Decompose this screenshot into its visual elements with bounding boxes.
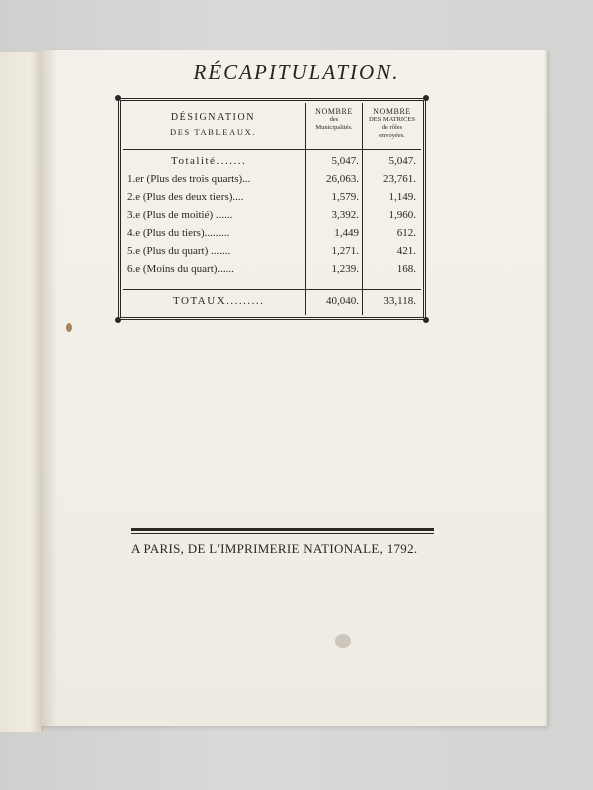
table-corner-ornament [115,95,121,101]
totals-divider [123,289,421,290]
header-col2-line2: DES MATRICES [368,116,416,123]
header-designation-line2: DES TABLEAUX. [169,127,257,137]
row-municipalites: 5,047. [331,155,359,167]
table-row [123,209,421,226]
table-row [123,263,421,280]
imprint-line: A PARIS, DE L'IMPRIMERIE NATIONALE, 1792. [131,541,418,556]
table-row [123,227,421,244]
table-corner-ornament [423,317,429,323]
header-col1-line1: NOMBRE [315,107,353,116]
header-designation-line1: DÉSIGNATION [170,112,256,123]
row-municipalites: 1,271. [331,245,359,257]
header-designation [123,111,303,139]
table-row [123,173,421,190]
header-col1-line2: des [329,116,339,123]
header-municipalites [306,107,362,132]
totals-row [123,295,421,312]
totals-matrices: 33,118. [383,295,416,307]
paper-stain [66,323,72,332]
row-municipalites: 1,239. [331,263,359,275]
imprint-rule-thin [131,533,434,534]
row-label: 6.e (Moins du quart)...... [127,263,234,275]
recap-table [123,103,421,315]
row-municipalites: 26,063. [326,173,359,185]
row-matrices: 1,960. [388,209,416,221]
row-label: 5.e (Plus du quart) ....... [127,245,231,257]
row-municipalites: 3,392. [331,209,359,221]
header-col2-line1: NOMBRE [373,107,411,116]
table-row [123,191,421,208]
row-label: 4.e (Plus du tiers)......... [127,227,230,239]
header-col1-line3: Municipalités. [315,124,353,131]
page-gutter-shadow [40,50,58,726]
row-matrices: 23,761. [383,173,416,185]
row-municipalites: 1,579. [331,191,359,203]
table-row [123,245,421,262]
header-divider [123,149,421,150]
header-col2-line3: de rôles [381,124,403,131]
row-matrices: 421. [396,245,416,257]
paper-stain [335,634,351,648]
table-row [123,155,421,172]
totals-label: TOTAUX......... [173,295,265,307]
row-matrices: 168. [396,263,416,275]
row-matrices: 5,047. [388,155,416,167]
header-col2-line4: envoyées. [379,132,405,139]
row-matrices: 612. [396,227,416,239]
row-matrices: 1,149. [388,191,416,203]
row-label: 3.e (Plus de moitié) ...... [127,209,233,221]
page-title: RÉCAPITULATION. [193,60,400,84]
row-municipalites: 1,449 [334,227,359,239]
table-corner-ornament [115,317,121,323]
left-page-edge [0,52,43,732]
totals-municipalites: 40,040. [326,295,359,307]
row-label: 2.e (Plus des deux tiers).... [127,191,244,203]
row-label: 1.er (Plus des trois quarts)... [127,173,251,185]
table-corner-ornament [423,95,429,101]
header-matrices [363,107,421,140]
imprint-rule-thick [131,528,434,531]
row-label: Totalité....... [171,155,247,167]
